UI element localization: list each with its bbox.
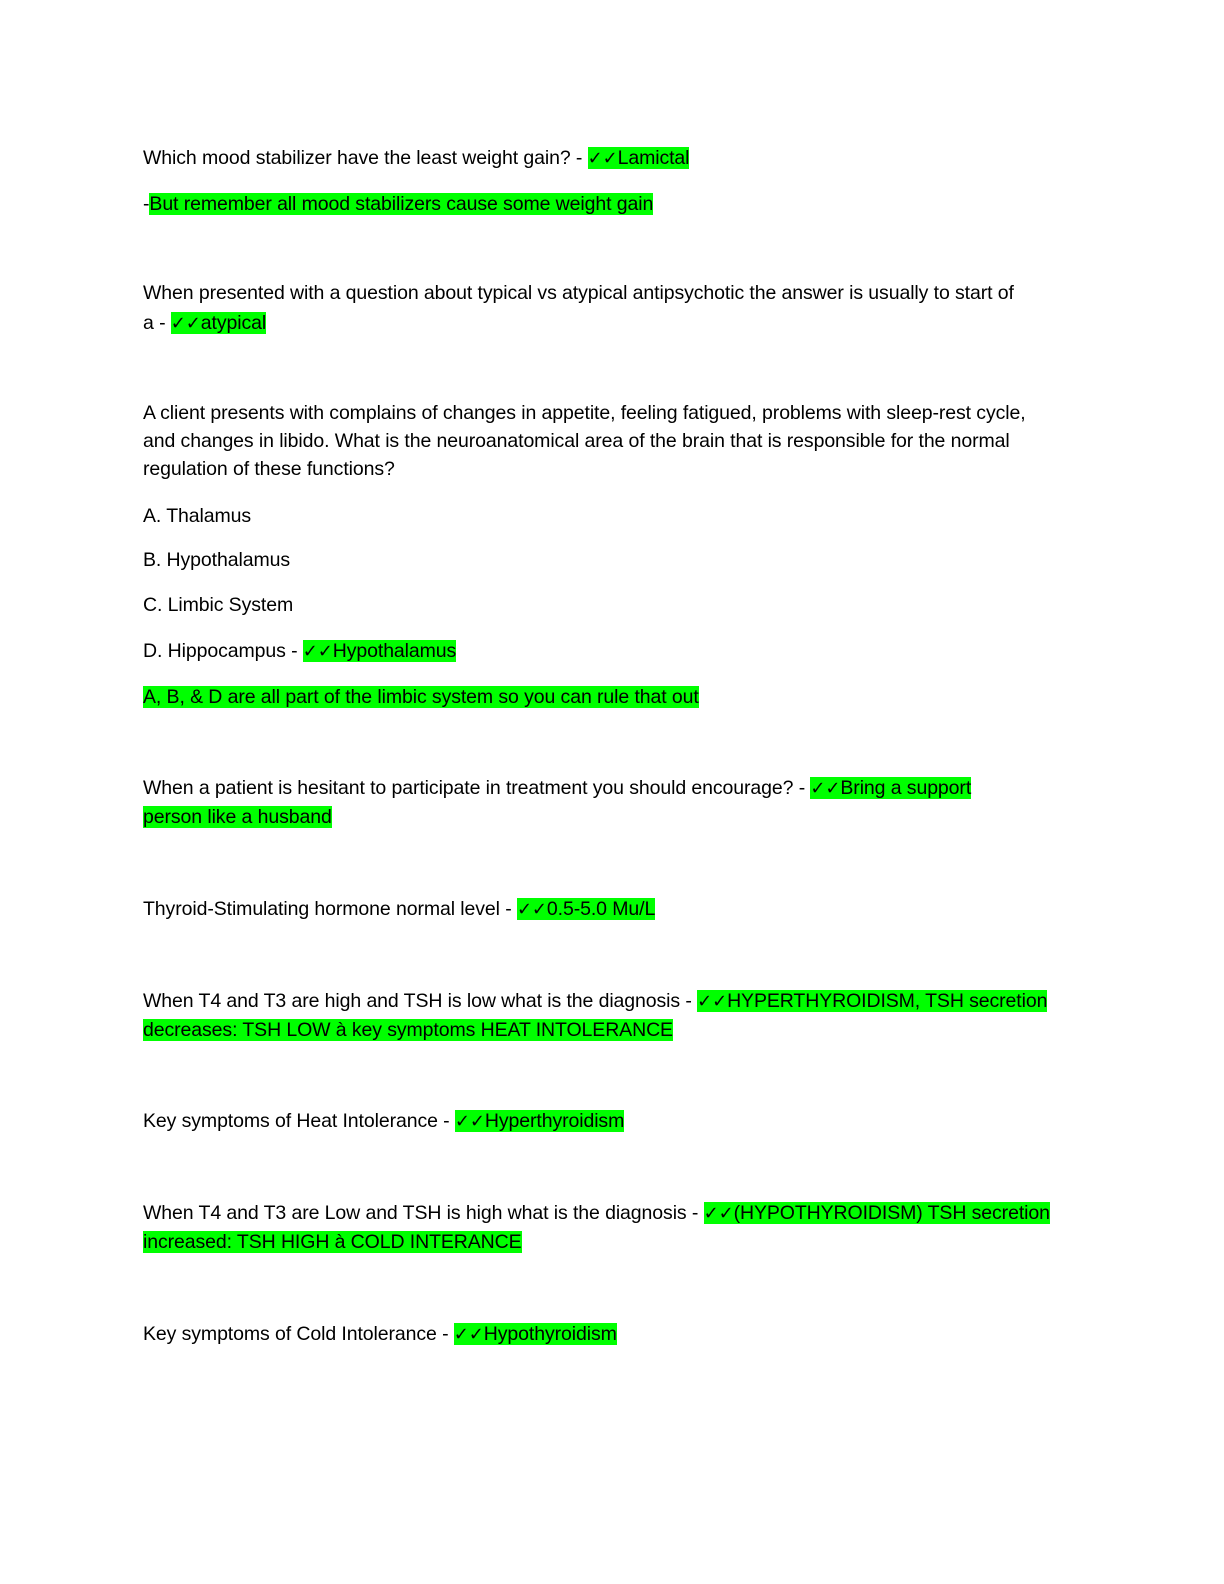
note-prefix: - — [143, 193, 150, 215]
answer-highlight — [303, 640, 456, 662]
answer-highlight — [171, 312, 266, 334]
answer-highlight — [517, 898, 655, 920]
question-text: Key symptoms of Cold Intolerance - — [143, 1323, 454, 1345]
question-text: When a patient is hesitant to participate in treatment you should encourage? - — [143, 777, 811, 799]
checkmark-icon: ✓✓ — [170, 313, 201, 334]
question-tsh-level — [143, 895, 655, 924]
question-neuroanatomy-line1: A client presents with complains of changes in appetite, feeling fatigued, problems with sleep-rest cycle, — [143, 402, 1026, 424]
question-text: a - — [143, 312, 171, 334]
question-text: Which mood stabilizer have the least weight gain? - — [143, 147, 588, 169]
checkmark-icon: ✓✓ — [516, 899, 547, 920]
question-antipsychotic-line1: When presented with a question about typical vs atypical antipsychotic the answer is usually to start of — [143, 282, 1014, 304]
question-cold-intolerance — [143, 1320, 617, 1349]
answer-highlight — [810, 777, 971, 799]
question-hesitant-patient — [143, 774, 971, 803]
answer-text: increased: TSH HIGH à COLD INTERANCE — [143, 1231, 522, 1253]
answer-highlight — [588, 147, 690, 169]
answer-text: Hyperthyroidism — [484, 1110, 625, 1132]
answer-hyperthyroid-line2 — [143, 1016, 673, 1045]
question-text: When T4 and T3 are high and TSH is low what is the diagnosis - — [143, 990, 698, 1012]
question-text: Key symptoms of Heat Intolerance - — [143, 1110, 455, 1132]
note-text: But remember all mood stabilizers cause some weight gain — [149, 193, 654, 215]
note-weight-gain — [143, 190, 653, 219]
checkmark-icon: ✓✓ — [587, 148, 618, 169]
answer-text: Lamictal — [617, 147, 690, 169]
question-text: Thyroid-Stimulating hormone normal level - — [143, 898, 517, 920]
question-heat-intolerance — [143, 1107, 624, 1136]
question-neuroanatomy-line3: regulation of these functions? — [143, 458, 395, 480]
checkmark-icon: ✓✓ — [697, 991, 728, 1012]
answer-hesitant-line2 — [143, 803, 332, 832]
answer-highlight — [697, 990, 1047, 1012]
checkmark-icon: ✓✓ — [454, 1111, 485, 1132]
answer-text: decreases: TSH LOW à key symptoms HEAT INTOLERANCE — [143, 1019, 673, 1041]
answer-hypothyroid-line2 — [143, 1228, 522, 1257]
option-b: B. Hypothalamus — [143, 549, 290, 571]
explanation-text: A, B, & D are all part of the limbic system so you can rule that out — [143, 686, 699, 708]
option-c: C. Limbic System — [143, 594, 294, 616]
question-hypothyroid-diagnosis — [143, 1199, 1050, 1228]
question-neuroanatomy-line2: and changes in libido. What is the neuroanatomical area of the brain that is responsible for the normal — [143, 430, 1010, 452]
question-hyperthyroid-diagnosis — [143, 987, 1047, 1016]
question-text: When T4 and T3 are Low and TSH is high what is the diagnosis - — [143, 1202, 704, 1224]
checkmark-icon: ✓✓ — [453, 1324, 484, 1345]
answer-highlight — [454, 1323, 617, 1345]
answer-text: Bring a support — [840, 777, 972, 799]
answer-text: Hypothalamus — [332, 640, 457, 662]
question-antipsychotic-line2 — [143, 309, 266, 338]
answer-highlight — [455, 1110, 624, 1132]
answer-highlight — [704, 1202, 1050, 1224]
option-text: D. Hippocampus - — [143, 640, 303, 662]
answer-text: atypical — [200, 312, 267, 334]
option-d — [143, 637, 456, 666]
question-mood-stabilizer — [143, 144, 689, 173]
option-a: A. Thalamus — [143, 505, 252, 527]
answer-text: Hypothyroidism — [483, 1323, 617, 1345]
answer-text: person like a husband — [143, 806, 332, 828]
checkmark-icon: ✓✓ — [302, 641, 333, 662]
answer-text: 0.5-5.0 Mu/L — [546, 898, 656, 920]
checkmark-icon: ✓✓ — [810, 778, 841, 799]
checkmark-icon: ✓✓ — [703, 1203, 734, 1224]
explanation-limbic — [143, 683, 699, 712]
answer-text: (HYPOTHYROIDISM) TSH secretion — [733, 1202, 1050, 1224]
answer-text: HYPERTHYROIDISM, TSH secretion — [727, 990, 1048, 1012]
